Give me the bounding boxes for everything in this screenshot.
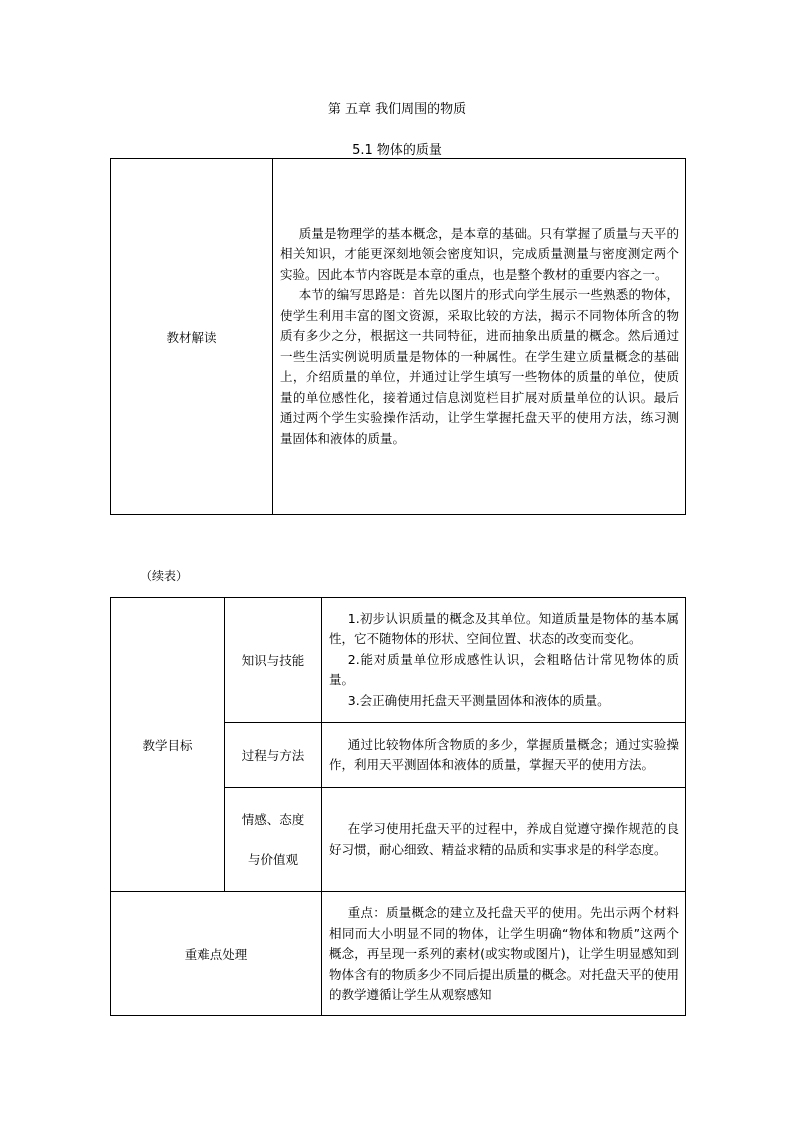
process-methods-content <box>322 723 686 788</box>
attitude-label-line: 情感、态度 <box>241 811 305 827</box>
analysis-paragraph: 本节的编写思路是：首先以图片的形式向学生展示一些熟悉的物体，使学生利用丰富的图文资源，采取比较的方法，揭示不同物体所含的物质有多少之分，根据这一共同特征，进而抽象出质量的概念。然后通过一些生活实例说明质量是物体的一种属性。在学生建立质量概念的基础上，介绍质量的单位，并通过让学生填写一些物体的质量的单位，使质量的单位感性化，接着通过信息浏览栏目扩展对质量单位的认识。最后通过两个学生实验操作活动，让学生掌握托盘天平的使用方法，练习测量固体和液体的质量。 <box>280 287 679 446</box>
list-item: 2.能对质量单位形成感性认识，会粗略估计常见物体的质量。 <box>329 651 679 688</box>
chapter-title: 第 五章 我们周围的物质 <box>327 102 467 117</box>
section-title: 5.1 物体的质量 <box>352 143 442 158</box>
knowledge-skills-label: 知识与技能 <box>225 598 322 723</box>
teaching-goals-table <box>110 597 686 1016</box>
analysis-paragraph: 质量是物理学的基本概念，是本章的基础。只有掌握了质量与天平的相关知识，才能更深刻地领会密度知识，完成质量测量与密度测定两个实验。因此本节内容既是本章的重点，也是整个教材的重要内容之一。 <box>280 225 679 282</box>
table-row <box>111 598 686 723</box>
key-points-content <box>322 892 686 1016</box>
table-row <box>111 159 686 515</box>
table-row <box>111 892 686 1016</box>
list-item: 1.初步认识质量的概念及其单位。知道质量是物体的基本属性，它不随物体的形状、空间位置、状态的改变而变化。 <box>329 610 679 647</box>
key-points-label: 重难点处理 <box>111 892 322 1016</box>
teaching-goals-label: 教学目标 <box>111 598 225 892</box>
textbook-analysis-content <box>273 159 686 515</box>
attitude-label-line: 与价值观 <box>247 851 298 867</box>
process-methods-text: 通过比较物体所含物质的多少，掌握质量概念；通过实验操作，利用天平测固体和液体的质量，掌握天平的使用方法。 <box>329 736 679 772</box>
attitude-values-label <box>225 788 322 892</box>
knowledge-skills-content <box>322 598 686 723</box>
process-methods-label: 过程与方法 <box>225 723 322 788</box>
list-item: 3.会正确使用托盘天平测量固体和液体的质量。 <box>347 692 610 708</box>
textbook-analysis-table <box>110 158 686 515</box>
continued-label: （续表） <box>140 569 189 583</box>
key-points-text: 重点：质量概念的建立及托盘天平的使用。先出示两个材料相同而大小明显不同的物体，让学生明确“物体和物质”这两个概念，再呈现一系列的素材(或实物或图片)，让学生明显感知到物体含有的物质多少不同后提出质量的概念。对托盘天平的使用的教学遵循让学生从观察感知 <box>329 905 679 1002</box>
attitude-values-content <box>322 788 686 892</box>
textbook-analysis-label: 教材解读 <box>111 159 273 515</box>
attitude-values-text: 在学习使用托盘天平的过程中，养成自觉遵守操作规范的良好习惯，耐心细致、精益求精的品质和实事求是的科学态度。 <box>329 821 679 857</box>
